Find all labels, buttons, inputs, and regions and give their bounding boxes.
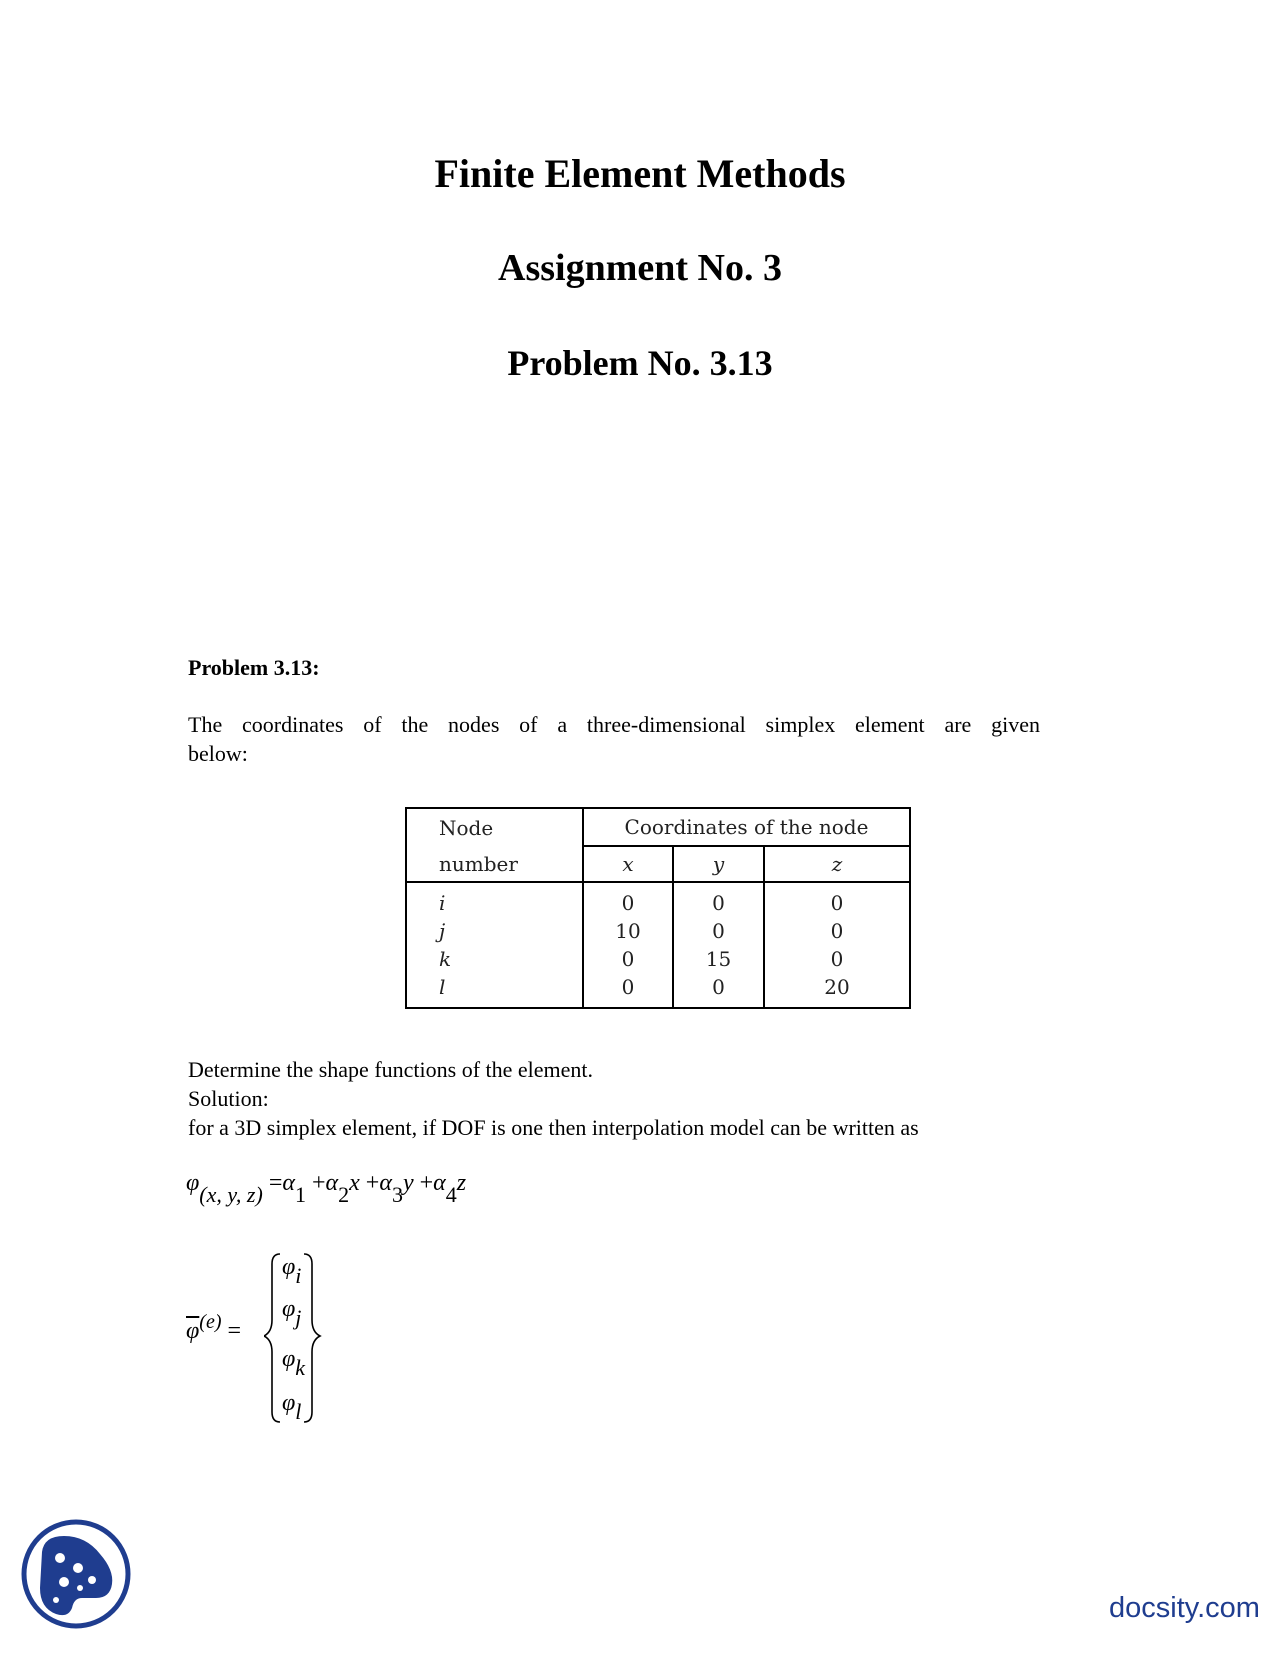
vector-item: φi <box>282 1254 302 1288</box>
node-coordinates-table <box>405 807 911 1009</box>
z-cell: 0 <box>830 891 844 915</box>
solution-label: Solution: <box>188 1086 269 1111</box>
problem-heading: Problem 3.13: <box>188 655 320 680</box>
vector-item: φk <box>282 1346 306 1380</box>
nodal-vector-equation <box>186 1240 346 1440</box>
y-cell: 0 <box>673 917 764 945</box>
x-cell: 0 <box>583 882 673 917</box>
x-cell: 0 <box>583 945 673 973</box>
x-cell: 10 <box>583 917 673 945</box>
x-cell: 0 <box>583 973 673 1008</box>
node-cell: l <box>406 973 583 1008</box>
intro-line-1: The coordinates of the nodes of a three-dimensional simplex element are given <box>188 712 1040 737</box>
y-cell: 0 <box>673 882 764 917</box>
node-cell: j <box>406 917 583 945</box>
interpolation-equation: φ(x, y, z) =α1 +α2x +α3y +α4z <box>186 1170 467 1207</box>
docsity-brand[interactable]: docsity.com <box>1109 1592 1260 1624</box>
table-row <box>406 917 910 945</box>
header-z: z <box>764 846 910 882</box>
phi-vector-symbol: $\overline{\varphi}$ <box>186 1318 200 1344</box>
assignment-title: Assignment No. 3 <box>498 247 782 289</box>
z-cell: 0 <box>830 919 844 943</box>
docsity-logo-icon <box>20 1518 132 1630</box>
y-cell: 15 <box>673 945 764 973</box>
z-cell: 20 <box>824 975 850 999</box>
vector-item: φj <box>282 1296 302 1330</box>
y-cell: 0 <box>673 973 764 1008</box>
header-x: x <box>583 846 673 882</box>
intro-line-2: below: <box>188 741 248 766</box>
node-cell: k <box>406 945 583 973</box>
task-statement: Determine the shape functions of the element. <box>188 1057 594 1082</box>
table-row <box>406 973 910 1008</box>
header-y: y <box>673 846 764 882</box>
problem-intro <box>188 710 1040 768</box>
z-cell: 0 <box>830 947 844 971</box>
vector-lhs: $\overline{\varphi}^{(e)}$ = <box>186 1311 242 1344</box>
table-header-row <box>406 846 910 882</box>
node-cell: i <box>406 882 583 917</box>
table-header-row <box>406 808 910 846</box>
header-number: number <box>406 846 583 882</box>
header-coordinates: Coordinates of the node <box>583 808 910 846</box>
vector-item: φl <box>282 1390 302 1424</box>
header-node: Node <box>406 808 583 846</box>
document-title: Finite Element Methods <box>434 151 846 196</box>
table-row <box>406 882 910 917</box>
interpolation-statement: for a 3D simplex element, if DOF is one then interpolation model can be written as <box>188 1115 919 1140</box>
table-row <box>406 945 910 973</box>
problem-number-title: Problem No. 3.13 <box>507 343 773 383</box>
